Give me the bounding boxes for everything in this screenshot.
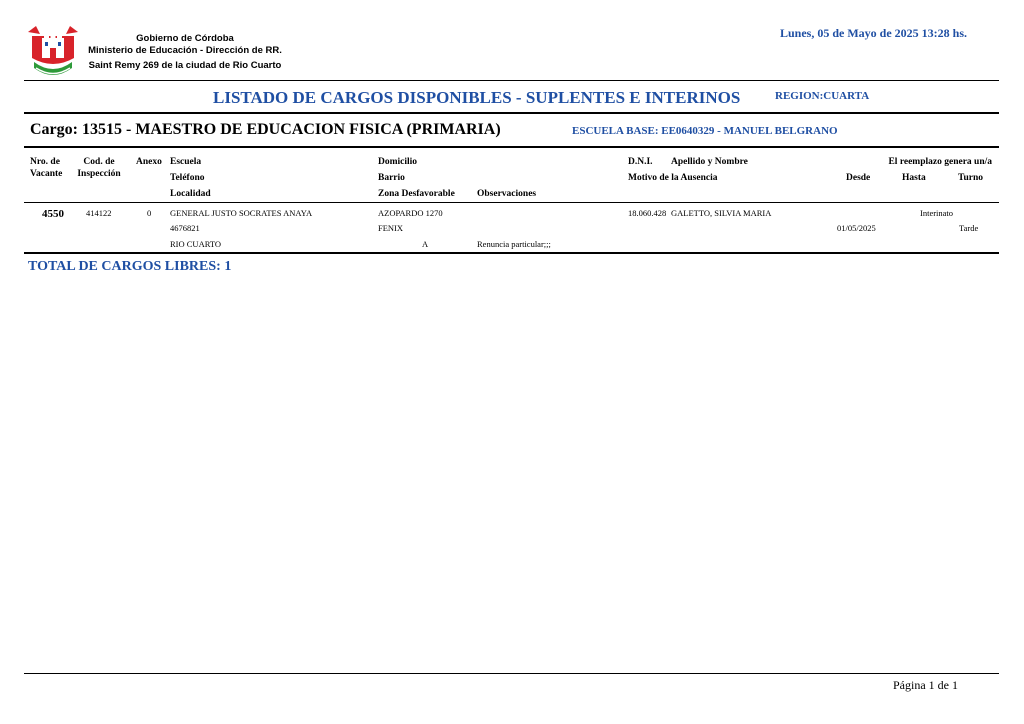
page-number: Página 1 de 1 <box>893 678 958 692</box>
row-localidad: RIO CUARTO <box>170 239 222 249</box>
col-nro-vacante: Nro. de Vacante <box>30 157 63 179</box>
row-turno: Tarde <box>959 223 979 233</box>
row-barrio: FENIX <box>378 223 404 233</box>
header-rule <box>24 80 999 81</box>
row-dni: 18.060.428 <box>628 208 667 218</box>
col-turno: Turno <box>958 173 983 183</box>
col-localidad: Localidad <box>170 189 211 199</box>
col-apellido-nombre: Apellido y Nombre <box>671 157 748 167</box>
col-zona: Zona Desfavorable <box>378 189 455 199</box>
row-anexo: 0 <box>147 208 152 218</box>
col-cod-inspeccion: Cod. de Inspección <box>77 157 121 179</box>
row-zona: A <box>422 239 429 249</box>
row-reemplazo: Interinato <box>920 208 954 218</box>
col-barrio: Barrio <box>378 173 405 183</box>
cargo-title: Cargo: 13515 - MAESTRO DE EDUCACION FISICA (PRIMARIA) <box>30 121 501 138</box>
footer-rule <box>24 673 999 674</box>
row-nro-vacante: 4550 <box>42 208 64 220</box>
table-bottom-rule <box>24 252 999 254</box>
row-domicilio: AZOPARDO 1270 <box>378 208 443 218</box>
col-anexo: Anexo <box>136 157 162 167</box>
col-hasta: Hasta <box>902 173 926 183</box>
region-label: REGION:CUARTA <box>775 90 870 102</box>
col-escuela: Escuela <box>170 157 202 167</box>
gov-line-3: Saint Remy 269 de la ciudad de Rio Cuarto <box>88 60 282 71</box>
col-dni: D.N.I. <box>628 157 653 167</box>
page-title: LISTADO DE CARGOS DISPONIBLES - SUPLENTES E INTERINOS <box>213 88 741 107</box>
row-observaciones: Renuncia particular;;; <box>477 239 551 249</box>
col-reemplazo: El reemplazo genera un/a <box>888 157 992 167</box>
escuela-base: ESCUELA BASE: EE0640329 - MANUEL BELGRANO <box>572 125 838 137</box>
cargo-rule <box>24 146 999 148</box>
gov-line-1: Gobierno de Córdoba <box>136 33 234 44</box>
row-apellido-nombre: GALETTO, SILVIA MARIA <box>671 208 772 218</box>
row-desde: 01/05/2025 <box>837 223 876 233</box>
col-desde: Desde <box>846 173 871 183</box>
header-bottom-rule <box>24 202 999 203</box>
col-telefono: Teléfono <box>170 173 205 183</box>
total-cargos-libres: TOTAL DE CARGOS LIBRES: 1 <box>28 259 232 274</box>
row-telefono: 4676821 <box>170 223 200 233</box>
gov-line-2: Ministerio de Educación - Dirección de RR. <box>88 45 282 56</box>
row-cod-inspeccion: 414122 <box>86 208 112 218</box>
col-motivo: Motivo de la Ausencia <box>628 173 718 183</box>
col-domicilio: Domicilio <box>378 157 418 167</box>
report-datetime: Lunes, 05 de Mayo de 2025 13:28 hs. <box>779 26 967 40</box>
row-escuela: GENERAL JUSTO SOCRATES ANAYA <box>170 208 313 218</box>
gov-header <box>80 33 290 72</box>
cordoba-coat-of-arms-icon <box>26 24 80 80</box>
title-rule <box>24 112 999 114</box>
col-observaciones: Observaciones <box>477 189 537 199</box>
